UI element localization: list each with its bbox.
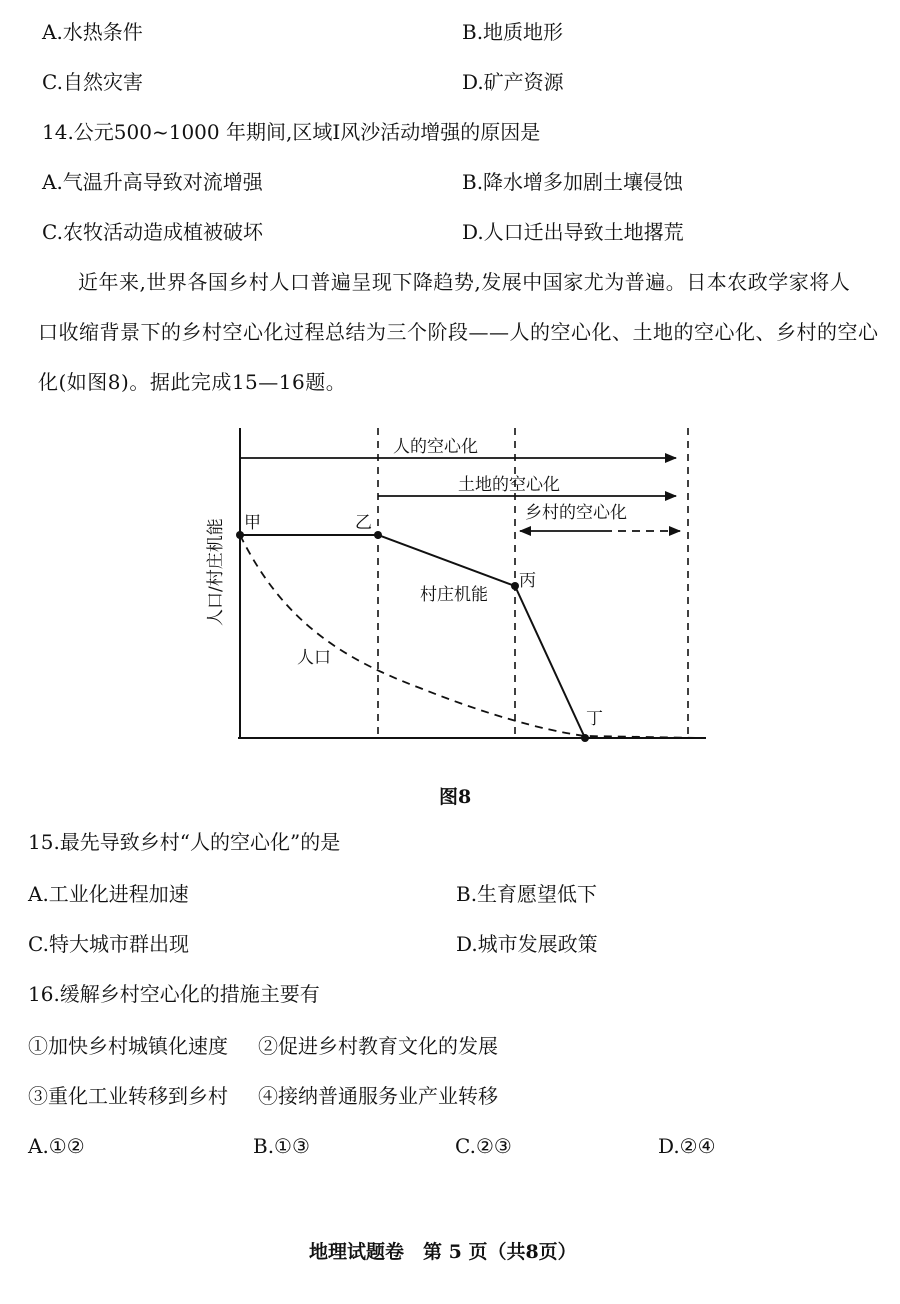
point-label-bing: 丙 (519, 571, 536, 591)
label-village-hollowing: 乡村的空心化 (525, 503, 627, 523)
point-yi (374, 531, 382, 539)
q16-option-a: A.①② (28, 1134, 85, 1158)
material-line-3: 化(如图8)。据此完成15—16题。 (38, 370, 347, 394)
q15-stem: 15.最先导致乡村“人的空心化”的是 (28, 830, 341, 854)
material-line-2: 口收缩背景下的乡村空心化过程总结为三个阶段——人的空心化、土地的空心化、乡村的空心 (38, 320, 879, 344)
q16-option-d: D.②④ (658, 1134, 716, 1158)
label-village-function: 村庄机能 (420, 585, 488, 605)
q16-statement-1: ①加快乡村城镇化速度 (28, 1034, 228, 1058)
q16-option-c: C.②③ (455, 1134, 512, 1158)
point-jia (236, 531, 244, 539)
q13-option-a: A.水热条件 (42, 20, 143, 44)
point-label-yi: 乙 (355, 513, 372, 533)
q16-statement-3: ③重化工业转移到乡村 (28, 1084, 228, 1108)
q15-option-d: D.城市发展政策 (456, 932, 598, 956)
material-line-1: 近年来,世界各国乡村人口普遍呈现下降趋势,发展中国家尤为普遍。日本农政学家将人 (78, 270, 851, 294)
point-label-jia: 甲 (244, 513, 261, 533)
q14-stem: 14.公元500~1000 年期间,区域Ⅰ风沙活动增强的原因是 (42, 120, 541, 144)
q14-option-a: A.气温升高导致对流增强 (42, 170, 263, 194)
figure-caption: 图8 (439, 786, 472, 808)
village-function-line (240, 535, 585, 738)
figure-8-diagram (0, 420, 900, 760)
q14-option-d: D.人口迁出导致土地撂荒 (462, 220, 684, 244)
q13-option-d: D.矿产资源 (462, 70, 564, 94)
q13-option-b: B.地质地形 (462, 20, 564, 44)
point-label-ding: 丁 (586, 709, 603, 729)
q16-option-b: B.①③ (253, 1134, 310, 1158)
population-curve (240, 535, 705, 738)
label-people-hollowing: 人的空心化 (393, 437, 478, 457)
q13-option-c: C.自然灾害 (42, 70, 143, 94)
q15-option-c: C.特大城市群出现 (28, 932, 189, 956)
q16-stem: 16.缓解乡村空心化的措施主要有 (28, 982, 320, 1006)
q14-option-b: B.降水增多加剧土壤侵蚀 (462, 170, 684, 194)
point-bing (511, 582, 519, 590)
q15-option-b: B.生育愿望低下 (456, 882, 598, 906)
point-ding (581, 734, 589, 742)
page-footer: 地理试题卷 第 5 页（共8页） (309, 1241, 577, 1263)
label-population: 人口 (297, 648, 331, 668)
q15-option-a: A.工业化进程加速 (28, 882, 189, 906)
q16-statement-2: ②促进乡村教育文化的发展 (258, 1034, 498, 1058)
q16-statement-4: ④接纳普通服务业产业转移 (258, 1084, 498, 1108)
q14-option-c: C.农牧活动造成植被破坏 (42, 220, 263, 244)
y-axis-label: 人口/村庄机能 (206, 518, 226, 626)
label-land-hollowing: 土地的空心化 (458, 475, 560, 495)
